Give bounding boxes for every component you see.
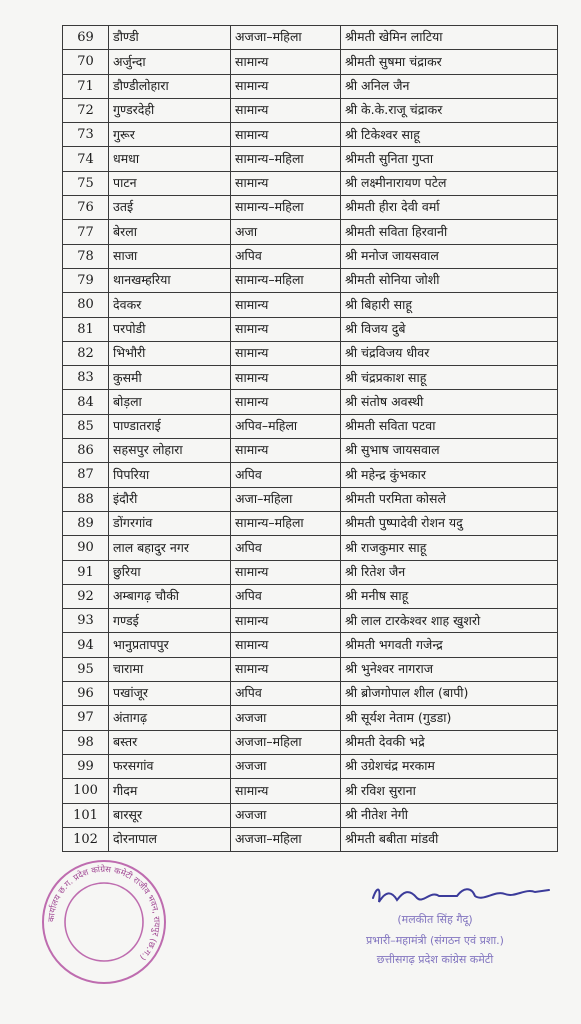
table-row [63,414,558,438]
constituency-cell: गुरूर [109,123,231,147]
category-cell: सामान्य [231,560,341,584]
nominee-name-cell: श्रीमती भगवती गजेन्द्र [341,633,558,657]
nominee-name-cell: श्रीमती पुष्पादेवी रोशन यदु [341,511,558,535]
nominee-table [62,25,558,852]
constituency-cell: गुण्डरदेही [109,98,231,122]
nominee-name-cell: श्रीमती परमिता कोसले [341,487,558,511]
table-row [63,754,558,778]
table-row [63,98,558,122]
category-cell: अपिव–महिला [231,414,341,438]
nominee-name-cell: श्रीमती सुनिता गुप्ता [341,147,558,171]
constituency-cell: लाल बहादुर नगर [109,536,231,560]
nominee-name-cell: श्रीमती देवकी भद्रे [341,730,558,754]
row-number-cell: 84 [63,390,109,414]
row-number-cell: 99 [63,754,109,778]
constituency-cell: पखांजूर [109,682,231,706]
nominee-name-cell: श्री अनिल जैन [341,74,558,98]
nominee-name-cell: श्री मनोज जायसवाल [341,244,558,268]
constituency-cell: परपोडी [109,317,231,341]
table-row [63,390,558,414]
category-cell: अजजा [231,754,341,778]
constituency-cell: कुसमी [109,366,231,390]
row-number-cell: 76 [63,196,109,220]
table-row [63,730,558,754]
row-number-cell: 78 [63,244,109,268]
constituency-cell: देवकर [109,293,231,317]
nominee-name-cell: श्री रविश सुराना [341,779,558,803]
table-row [63,341,558,365]
table-body [63,26,558,852]
table-row [63,511,558,535]
table-row [63,827,558,851]
row-number-cell: 71 [63,74,109,98]
category-cell: अजा–महिला [231,487,341,511]
nominee-name-cell: श्री महेन्द्र कुंभकार [341,463,558,487]
constituency-cell: अंतागढ़ [109,706,231,730]
table-row [63,50,558,74]
constituency-cell: भिभौरी [109,341,231,365]
category-cell: सामान्य [231,171,341,195]
constituency-cell: गण्डई [109,609,231,633]
row-number-cell: 69 [63,26,109,50]
category-cell: सामान्य [231,341,341,365]
category-cell: सामान्य [231,98,341,122]
constituency-cell: अम्बागढ़ चौकी [109,584,231,608]
signatory-title: प्रभारी–महामंत्री (संगठन एवं प्रशा.) [366,934,504,947]
nominee-name-cell: श्रीमती सविता पटवा [341,414,558,438]
constituency-cell: धमधा [109,147,231,171]
table-row [63,123,558,147]
category-cell: सामान्य–महिला [231,511,341,535]
row-number-cell: 74 [63,147,109,171]
category-cell: अजजा–महिला [231,26,341,50]
nominee-name-cell: श्री राजकुमार साहू [341,536,558,560]
nominee-name-cell: श्री सुभाष जायसवाल [341,439,558,463]
table-row [63,633,558,657]
table-row [63,779,558,803]
svg-text:कार्यालय छ.ग. प्रदेश कांग्रेस: कार्यालय छ.ग. प्रदेश कांग्रेस कमेटी राजीव भवन, रायपुर (छ.ग.) [46,864,162,962]
row-number-cell: 83 [63,366,109,390]
nominee-name-cell: श्री ब्रोजगोपाल शील (बापी) [341,682,558,706]
constituency-cell: पाण्डातराई [109,414,231,438]
table-row [63,609,558,633]
nominee-name-cell: श्री सूर्यश नेताम (गुडडा) [341,706,558,730]
row-number-cell: 75 [63,171,109,195]
category-cell: सामान्य [231,439,341,463]
row-number-cell: 79 [63,268,109,292]
table-row [63,268,558,292]
constituency-cell: इंदौरी [109,487,231,511]
constituency-cell: फरसगांव [109,754,231,778]
table-row [63,26,558,50]
row-number-cell: 87 [63,463,109,487]
row-number-cell: 102 [63,827,109,851]
category-cell: सामान्य [231,779,341,803]
nominee-name-cell: श्री चंद्रविजय धीवर [341,341,558,365]
table-row [63,366,558,390]
constituency-cell: थानखम्हरिया [109,268,231,292]
category-cell: सामान्य [231,657,341,681]
nominee-name-cell: श्री लक्ष्मीनारायण पटेल [341,171,558,195]
category-cell: अजजा–महिला [231,730,341,754]
constituency-cell: बस्तर [109,730,231,754]
constituency-cell: सहसपुर लोहारा [109,439,231,463]
nominee-name-cell: श्रीमती सविता हिरवानी [341,220,558,244]
category-cell: अजा [231,220,341,244]
row-number-cell: 96 [63,682,109,706]
category-cell: अजजा [231,803,341,827]
constituency-cell: बेरला [109,220,231,244]
category-cell: सामान्य [231,74,341,98]
row-number-cell: 89 [63,511,109,535]
category-cell: अपिव [231,536,341,560]
table-row [63,220,558,244]
nominee-name-cell: श्रीमती हीरा देवी वर्मा [341,196,558,220]
table-row [63,682,558,706]
nominee-name-cell: श्री लाल टारकेश्वर शाह खुशरो [341,609,558,633]
table-row [63,74,558,98]
category-cell: सामान्य–महिला [231,196,341,220]
row-number-cell: 73 [63,123,109,147]
row-number-cell: 72 [63,98,109,122]
constituency-cell: डौण्डी [109,26,231,50]
constituency-cell: अर्जुन्दा [109,50,231,74]
category-cell: सामान्य [231,317,341,341]
constituency-cell: साजा [109,244,231,268]
category-cell: अपिव [231,463,341,487]
row-number-cell: 94 [63,633,109,657]
category-cell: सामान्य [231,366,341,390]
row-number-cell: 101 [63,803,109,827]
table-row [63,439,558,463]
nominee-name-cell: श्री संतोष अवस्थी [341,390,558,414]
category-cell: अजजा–महिला [231,827,341,851]
constituency-cell: डोंगरगांव [109,511,231,535]
category-cell: सामान्य [231,633,341,657]
nominee-name-cell: श्री विजय दुबे [341,317,558,341]
constituency-cell: दोरनापाल [109,827,231,851]
row-number-cell: 86 [63,439,109,463]
row-number-cell: 91 [63,560,109,584]
table-row [63,147,558,171]
nominee-name-cell: श्री भुनेश्वर नागराज [341,657,558,681]
row-number-cell: 77 [63,220,109,244]
category-cell: अपिव [231,682,341,706]
table-row [63,487,558,511]
signatory-name: (मलकीत सिंह गैदू) [397,913,473,926]
table-row [63,536,558,560]
nominee-name-cell: श्री उग्रेशचंद्र मरकाम [341,754,558,778]
table-row [63,706,558,730]
row-number-cell: 95 [63,657,109,681]
table-row [63,317,558,341]
category-cell: सामान्य–महिला [231,147,341,171]
table-row [63,463,558,487]
office-seal-stamp [40,858,168,986]
constituency-cell: डौण्डीलोहारा [109,74,231,98]
constituency-cell: छुरिया [109,560,231,584]
row-number-cell: 98 [63,730,109,754]
constituency-cell: उतई [109,196,231,220]
category-cell: सामान्य [231,293,341,317]
nominee-name-cell: श्रीमती बबीता मांडवी [341,827,558,851]
row-number-cell: 90 [63,536,109,560]
constituency-cell: बोड़ला [109,390,231,414]
nominee-name-cell: श्री के.के.राजू चंद्राकर [341,98,558,122]
category-cell: सामान्य–महिला [231,268,341,292]
row-number-cell: 100 [63,779,109,803]
table-row [63,560,558,584]
nominee-name-cell: श्रीमती सुषमा चंद्राकर [341,50,558,74]
table-row [63,584,558,608]
table-row [63,171,558,195]
row-number-cell: 92 [63,584,109,608]
constituency-cell: पिपरिया [109,463,231,487]
constituency-cell: बारसूर [109,803,231,827]
category-cell: सामान्य [231,50,341,74]
category-cell: अपिव [231,584,341,608]
table-row [63,657,558,681]
row-number-cell: 80 [63,293,109,317]
nominee-name-cell: श्री चंद्रप्रकाश साहू [341,366,558,390]
table-row [63,803,558,827]
row-number-cell: 88 [63,487,109,511]
table-row [63,196,558,220]
row-number-cell: 82 [63,341,109,365]
row-number-cell: 97 [63,706,109,730]
constituency-cell: भानुप्रतापपुर [109,633,231,657]
row-number-cell: 70 [63,50,109,74]
row-number-cell: 85 [63,414,109,438]
row-number-cell: 81 [63,317,109,341]
nominee-name-cell: श्री टिकेश्वर साहू [341,123,558,147]
category-cell: अपिव [231,244,341,268]
category-cell: अजजा [231,706,341,730]
nominee-name-cell: श्रीमती सोनिया जोशी [341,268,558,292]
category-cell: सामान्य [231,123,341,147]
nominee-name-cell: श्री बिहारी साहू [341,293,558,317]
table-row [63,244,558,268]
constituency-cell: गीदम [109,779,231,803]
constituency-cell: चारामा [109,657,231,681]
constituency-cell: पाटन [109,171,231,195]
row-number-cell: 93 [63,609,109,633]
signatory-org: छत्तीसगढ़ प्रदेश कांग्रेस कमेटी [376,953,494,966]
table-row [63,293,558,317]
nominee-name-cell: श्री नीतेश नेगी [341,803,558,827]
nominee-name-cell: श्री रितेश जैन [341,560,558,584]
nominee-name-cell: श्रीमती खेमिन लाटिया [341,26,558,50]
category-cell: सामान्य [231,390,341,414]
category-cell: सामान्य [231,609,341,633]
nominee-name-cell: श्री मनीष साहू [341,584,558,608]
